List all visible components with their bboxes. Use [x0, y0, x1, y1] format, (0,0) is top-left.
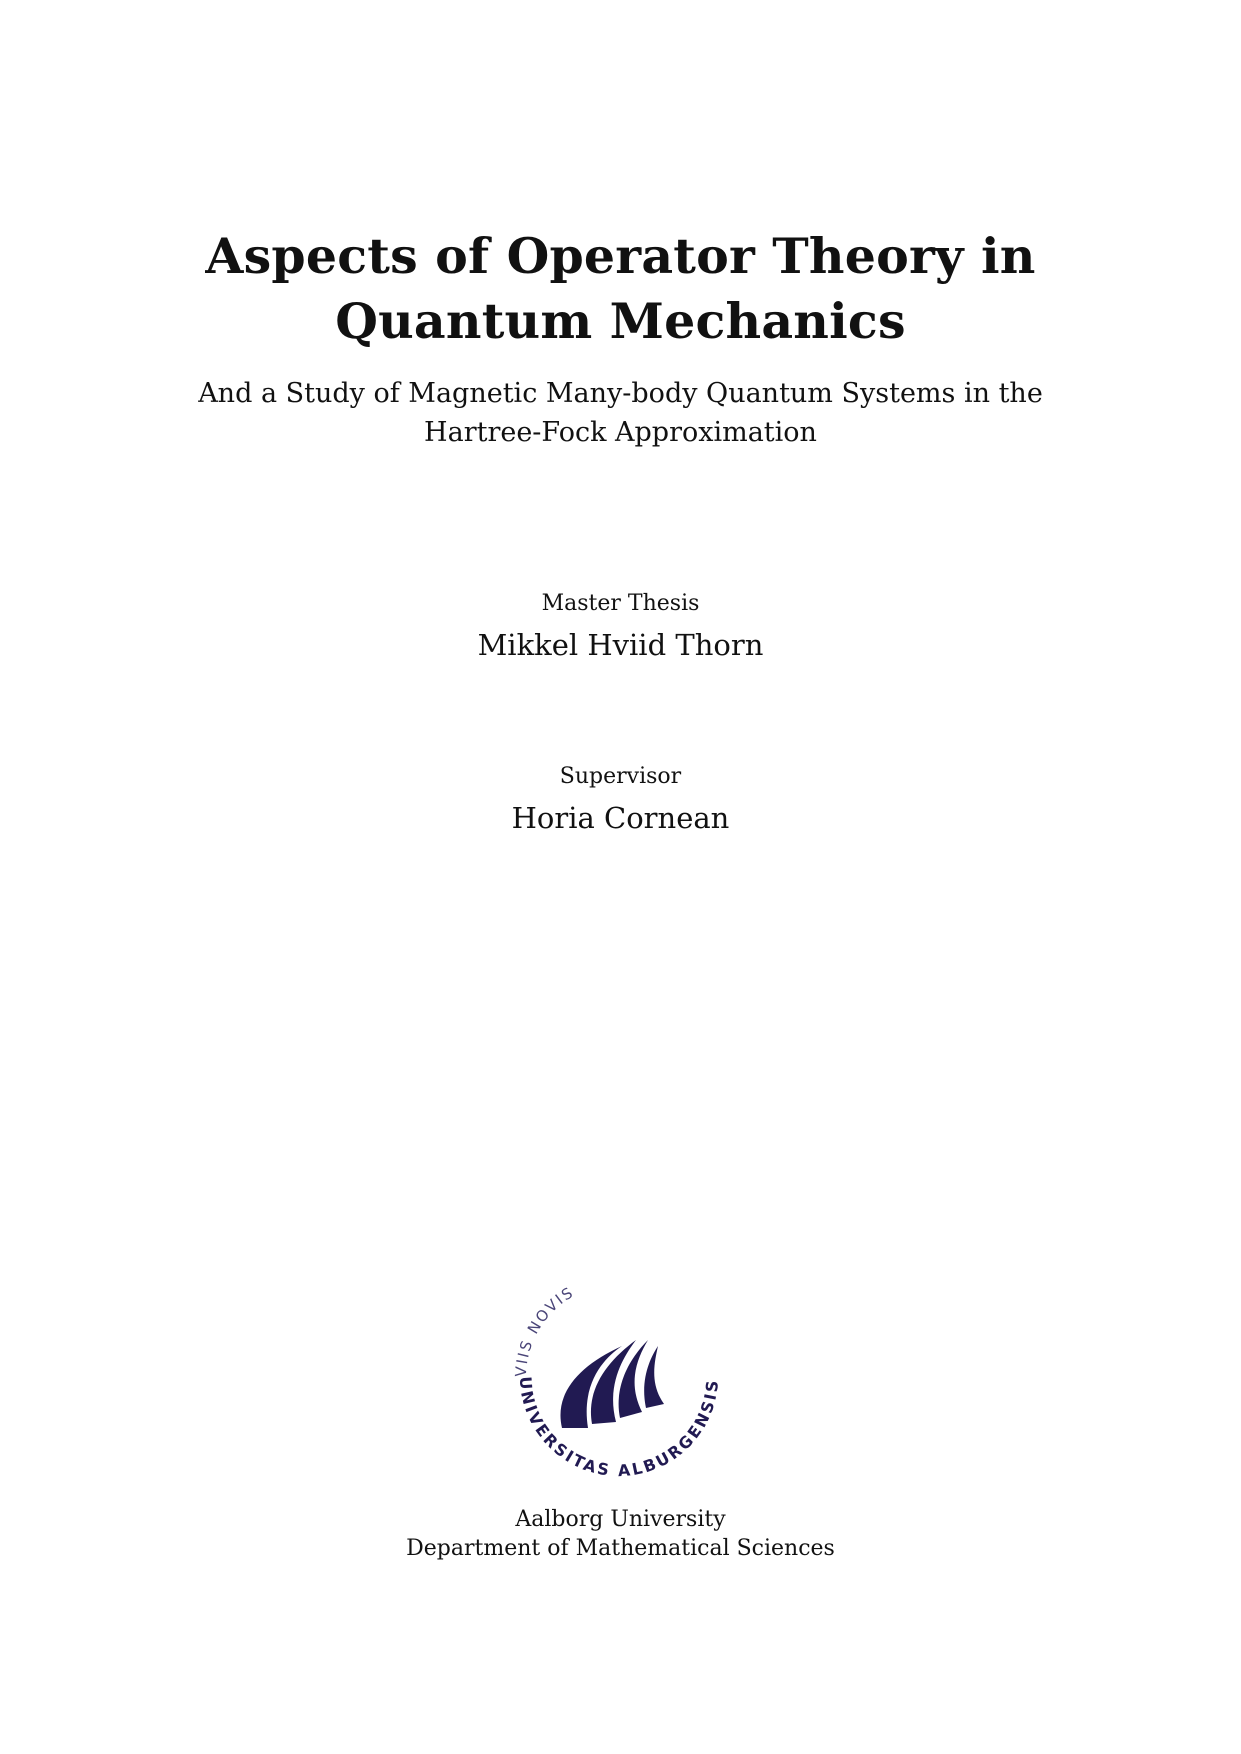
thesis-type-label: Master Thesis — [541, 591, 700, 616]
aalborg-university-seal-icon — [496, 1254, 742, 1500]
thesis-title — [0, 224, 1241, 354]
thesis-title-line-2: Quantum Mechanics — [335, 292, 906, 350]
university-name: Aalborg University — [515, 1507, 726, 1532]
thesis-subtitle — [0, 374, 1241, 452]
institution — [0, 1505, 1241, 1563]
department-name: Department of Mathematical Sciences — [406, 1536, 835, 1561]
author-name: Mikkel Hviid Thorn — [477, 628, 764, 662]
thesis-title-line-1: Aspects of Operator Theory in — [205, 227, 1036, 285]
thesis-subtitle-line-1: And a Study of Magnetic Many-body Quantum Systems in the — [198, 378, 1043, 409]
supervisor-name: Horia Cornean — [511, 801, 730, 835]
thesis-subtitle-line-2: Hartree-Fock Approximation — [424, 417, 817, 448]
seal-motto: VIIS NOVIS — [511, 1282, 578, 1378]
seal-inscription: UNIVERSITAS ALBURGENSIS — [515, 1375, 723, 1481]
supervisor-label: Supervisor — [559, 764, 682, 789]
svg-text:UNIVERSITAS ALBURGENSIS — [516, 1376, 723, 1481]
svg-text:VIIS NOVIS — [512, 1283, 578, 1377]
